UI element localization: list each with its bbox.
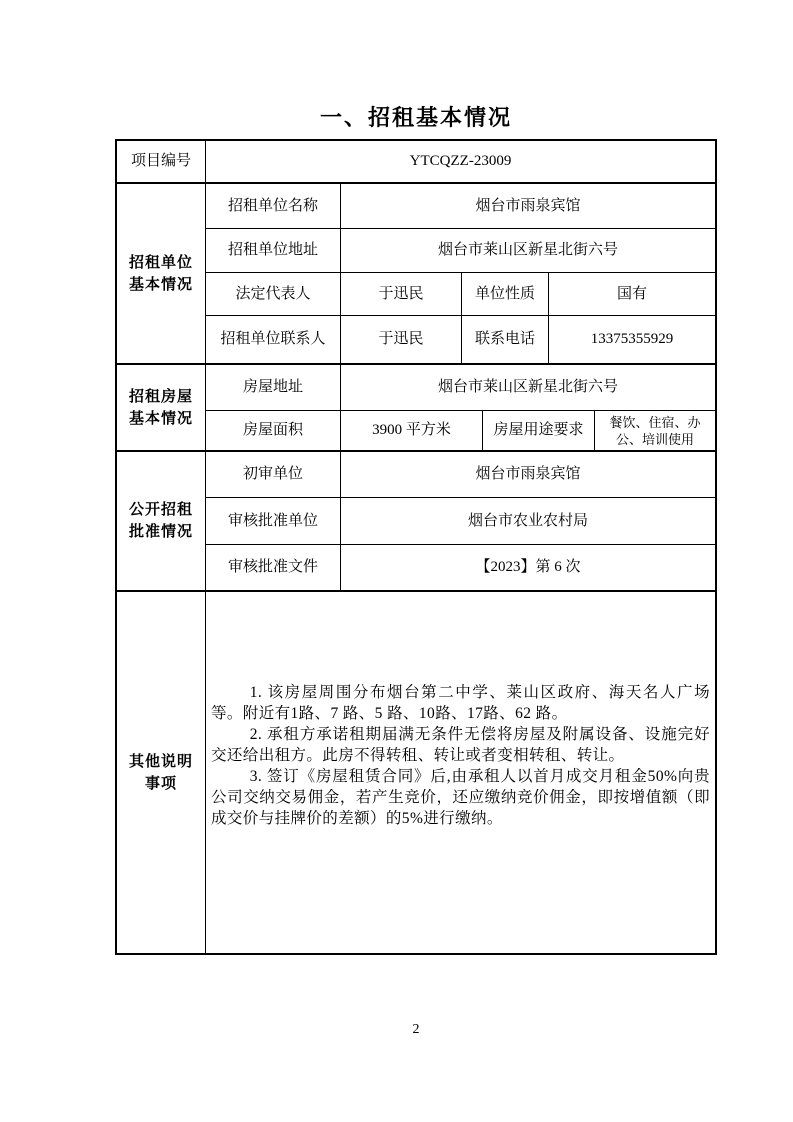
legal-representative-label: 法定代表人 xyxy=(206,273,341,315)
table-row-unit-contact xyxy=(206,316,715,363)
note-paragraph-3: 3. 签订《房屋租赁合同》后,由承租人以首月成交月租金50%向贵公司交纳交易佣金，若产生竞价，还应缴纳竞价佣金，即按增值额（即成交价与挂牌价的差额）的5%进行缴纳。 xyxy=(211,768,710,827)
table-row-unit-name xyxy=(206,184,715,229)
section-label-line: 批准情况 xyxy=(128,524,193,540)
section-label-line: 基本情况 xyxy=(128,410,193,427)
section-label-line: 基本情况 xyxy=(128,276,193,293)
unit-name-label: 招租单位名称 xyxy=(206,184,341,228)
table-row-unit-address xyxy=(206,229,715,273)
section-rows xyxy=(206,452,715,590)
page-title: 一、招租基本情况 xyxy=(319,105,512,130)
approval-document-label: 审核批准文件 xyxy=(206,545,341,590)
house-address-value: 烟台市莱山区新星北街六号 xyxy=(437,379,618,395)
house-area-value: 3900 平方米 xyxy=(341,411,483,450)
table-row-house-area xyxy=(206,411,715,450)
rental-info-table xyxy=(115,139,717,955)
house-address-label: 房屋地址 xyxy=(206,365,341,410)
section-label-line: 招租单位 xyxy=(128,254,193,271)
section-rows xyxy=(206,184,715,363)
section-rental-house-info xyxy=(117,365,715,452)
section-approval-info xyxy=(117,452,715,592)
section-label-line: 公开招租 xyxy=(128,502,193,518)
unit-address-label: 招租单位地址 xyxy=(206,229,341,272)
section-label-line: 事项 xyxy=(144,775,177,792)
contact-phone-value: 13375355929 xyxy=(590,331,674,347)
initial-review-value: 烟台市雨泉宾馆 xyxy=(475,466,581,482)
unit-name-value: 烟台市雨泉宾馆 xyxy=(475,197,581,214)
initial-review-label: 初审单位 xyxy=(206,452,341,497)
table-row-legal-representative xyxy=(206,273,715,316)
table-row-project-number xyxy=(117,141,715,184)
project-number-value: YTCQZZ-23009 xyxy=(409,153,512,169)
unit-nature-label: 单位性质 xyxy=(462,273,549,315)
approval-unit-label: 审核批准单位 xyxy=(206,498,341,544)
page-number: 2 xyxy=(412,1022,420,1037)
approval-unit-value: 烟台市农业农村局 xyxy=(467,512,588,529)
unit-contact-label: 招租单位联系人 xyxy=(206,316,341,363)
section-label-rental-unit xyxy=(117,184,206,363)
unit-address-value: 烟台市莱山区新星北街六号 xyxy=(437,242,618,258)
project-number-label: 项目编号 xyxy=(117,141,206,182)
section-rows xyxy=(206,365,715,450)
table-row-initial-review xyxy=(206,452,715,498)
unit-contact-value: 于迅民 xyxy=(341,316,462,363)
section-other-notes xyxy=(117,592,715,953)
section-label-line: 其他说明 xyxy=(128,753,193,770)
table-row-house-address xyxy=(206,365,715,411)
legal-representative-value: 于迅民 xyxy=(341,273,462,315)
unit-nature-value: 国有 xyxy=(616,285,647,302)
section-label-other-notes xyxy=(117,592,206,953)
note-paragraph-1: 1. 该房屋周围分布烟台第二中学、莱山区政府、海天名人广场等。附近有1路、7 路、5 路、10路、17路、62 路。 xyxy=(211,684,710,722)
note-paragraph-2: 2. 承租方承诺租期届满无条件无偿将房屋及附属设备、设施完好交还给出租方。此房不得转租、转让或者变相转租、转让。 xyxy=(211,726,710,764)
house-usage-label: 房屋用途要求 xyxy=(483,411,595,450)
section-label-approval xyxy=(117,452,206,590)
section-label-rental-house xyxy=(117,365,206,450)
section-label-line: 招租房屋 xyxy=(128,388,193,405)
house-usage-value: 餐饮、住宿、办公、培训使用 xyxy=(609,414,701,447)
table-row-approval-unit xyxy=(206,498,715,545)
contact-phone-label: 联系电话 xyxy=(462,316,549,363)
approval-document-value: 【2023】第 6 次 xyxy=(475,559,581,575)
table-row-approval-document xyxy=(206,545,715,590)
other-notes-content xyxy=(206,592,715,953)
house-area-label: 房屋面积 xyxy=(206,411,341,450)
section-rental-unit-info xyxy=(117,184,715,365)
